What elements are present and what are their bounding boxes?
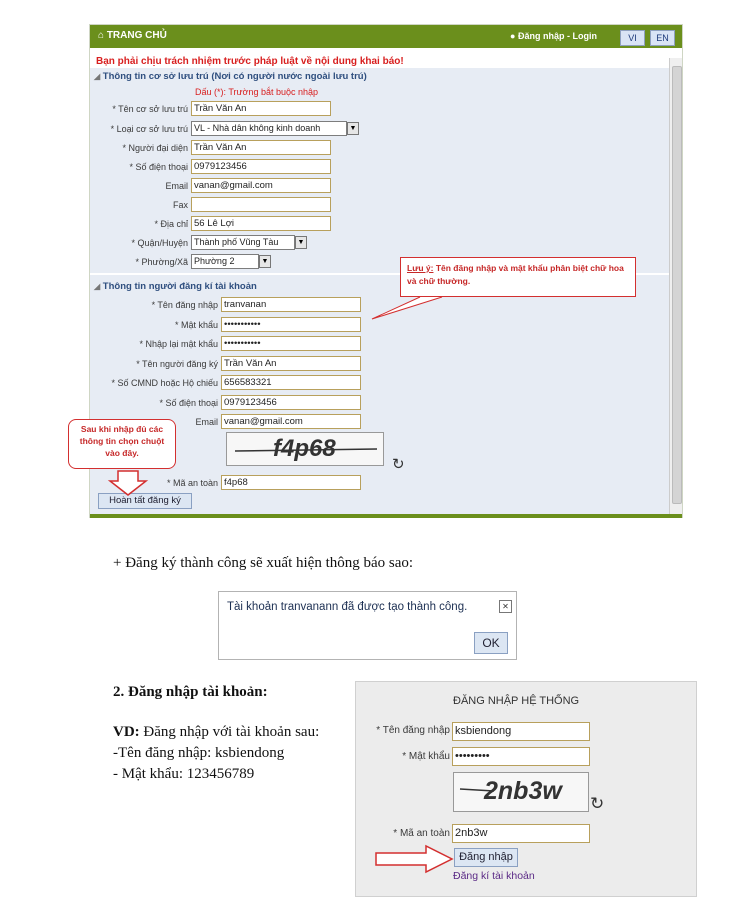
captcha-text: 2nb3w bbox=[484, 777, 562, 805]
user-icon: ● bbox=[510, 31, 516, 41]
id-number-label: * Số CMND hoặc Hộ chiếu bbox=[111, 378, 218, 388]
captcha-text: f4p68 bbox=[273, 435, 336, 462]
down-arrow-icon bbox=[108, 469, 148, 497]
instruction-callout: Sau khi nhập đủ các thông tin chọn chuột vào đây. bbox=[68, 419, 176, 469]
email-input[interactable]: vanan@gmail.com bbox=[221, 414, 361, 429]
captcha-input[interactable]: f4p68 bbox=[221, 475, 361, 490]
captcha-image bbox=[226, 432, 384, 466]
refresh-captcha-icon[interactable]: ↻ bbox=[392, 456, 405, 473]
ward-select[interactable]: Phường 2 bbox=[191, 254, 259, 269]
fax-input[interactable] bbox=[191, 197, 331, 212]
address-label: * Địa chỉ bbox=[154, 219, 188, 229]
scrollbar[interactable] bbox=[669, 58, 682, 517]
chevron-down-icon[interactable]: ▼ bbox=[347, 122, 359, 135]
success-intro-text: + Đăng ký thành công sẽ xuất hiện thông báo sao: bbox=[113, 555, 414, 571]
required-note: Dấu (*): Trường bắt buộc nhập bbox=[195, 87, 318, 97]
captcha-label: * Mã an toàn bbox=[166, 478, 218, 488]
success-dialog bbox=[218, 591, 517, 660]
facility-type-label: * Loại cơ sở lưu trú bbox=[110, 124, 188, 134]
home-icon: ⌂ bbox=[98, 30, 105, 41]
facility-name-input[interactable]: Trần Văn An bbox=[191, 101, 331, 116]
login-screenshot bbox=[355, 681, 697, 897]
email-label: Email bbox=[165, 181, 188, 191]
fax-label: Fax bbox=[172, 200, 188, 210]
username-label: * Tên đăng nhập bbox=[376, 725, 450, 736]
address-input[interactable]: 56 Lê Lợi bbox=[191, 216, 331, 231]
captcha-input[interactable]: 2nb3w bbox=[452, 824, 590, 843]
example-line: VD: Đăng nhập với tài khoản sau: bbox=[113, 724, 320, 740]
login-link[interactable]: ● Đăng nhập - Login bbox=[510, 31, 597, 41]
password-label: * Mật khẩu bbox=[402, 751, 450, 762]
example-username: -Tên đăng nhập: ksbiendong bbox=[113, 745, 285, 761]
login-button[interactable]: Đăng nhập bbox=[454, 848, 518, 867]
close-icon[interactable]: ✕ bbox=[499, 600, 512, 613]
captcha-image bbox=[453, 772, 589, 812]
district-select[interactable]: Thành phố Vũng Tàu bbox=[191, 235, 295, 250]
refresh-captcha-icon[interactable]: ↻ bbox=[590, 794, 605, 813]
facility-type-select[interactable]: VL - Nhà dân không kinh doanh bbox=[191, 121, 347, 136]
collapse-icon[interactable]: ◢ bbox=[94, 72, 101, 81]
chevron-down-icon[interactable]: ▼ bbox=[295, 236, 307, 249]
scroll-thumb[interactable] bbox=[672, 66, 682, 504]
phone-input[interactable]: 0979123456 bbox=[191, 159, 331, 174]
legal-warning: Bạn phải chịu trách nhiệm trước pháp luật về nội dung khai báo! bbox=[96, 56, 404, 67]
representative-input[interactable]: Trần Văn An bbox=[191, 140, 331, 155]
registration-screenshot bbox=[79, 24, 683, 518]
phone-label: * Số điện thoại bbox=[129, 162, 188, 172]
note-pointer bbox=[370, 293, 450, 323]
collapse-icon[interactable]: ◢ bbox=[94, 282, 101, 291]
email-input[interactable]: vanan@gmail.com bbox=[191, 178, 331, 193]
username-input[interactable]: ksbiendong bbox=[452, 722, 590, 741]
complete-registration-button[interactable]: Hoàn tất đăng ký bbox=[98, 493, 192, 509]
register-link[interactable]: Đăng kí tài khoản bbox=[453, 870, 535, 882]
password-confirm-label: * Nhập lại mật khẩu bbox=[139, 339, 218, 349]
dialog-message: Tài khoản tranvanann đã được tạo thành công. bbox=[227, 601, 468, 613]
password-confirm-input[interactable]: ••••••••••• bbox=[221, 336, 361, 351]
representative-label: * Người đại diện bbox=[122, 143, 188, 153]
captcha-label: * Mã an toàn bbox=[393, 828, 450, 839]
username-input[interactable]: tranvanan bbox=[221, 297, 361, 312]
chevron-down-icon[interactable]: ▼ bbox=[259, 255, 271, 268]
top-navbar bbox=[90, 25, 682, 48]
footer-bar bbox=[90, 514, 682, 518]
phone-input[interactable]: 0979123456 bbox=[221, 395, 361, 410]
registrant-name-label: * Tên người đăng ký bbox=[136, 358, 218, 369]
lang-en-button[interactable]: EN bbox=[650, 30, 675, 46]
registrant-name-input[interactable]: Trần Văn An bbox=[221, 356, 361, 371]
username-label: * Tên đăng nhập bbox=[151, 300, 218, 310]
password-input[interactable]: ••••••••• bbox=[452, 747, 590, 766]
case-note-box: Lưu ý: Tên đăng nhập và mật khẩu phân biệt chữ hoa và chữ thường. bbox=[400, 257, 636, 297]
email-label: Email bbox=[195, 417, 218, 427]
ward-label: * Phường/Xã bbox=[135, 257, 188, 267]
lang-vi-button[interactable]: VI bbox=[620, 30, 645, 46]
password-input[interactable]: ••••••••••• bbox=[221, 317, 361, 332]
ok-button[interactable]: OK bbox=[474, 632, 508, 654]
section2-title: ◢ Thông tin người đăng kí tài khoản bbox=[94, 281, 257, 292]
district-label: * Quận/Huyện bbox=[131, 238, 188, 248]
facility-name-label: * Tên cơ sở lưu trú bbox=[112, 104, 188, 114]
password-label: * Mật khẩu bbox=[174, 319, 218, 330]
example-password: - Mật khẩu: 123456789 bbox=[113, 766, 255, 782]
login-title: ĐĂNG NHẬP HỆ THỐNG bbox=[453, 695, 580, 707]
right-arrow-icon bbox=[374, 844, 456, 874]
phone-label: * Số điện thoại bbox=[159, 397, 218, 408]
id-number-input[interactable]: 656583321 bbox=[221, 375, 361, 390]
home-link[interactable]: ⌂ TRANG CHỦ bbox=[98, 30, 167, 41]
section-heading: 2. Đăng nhập tài khoản: bbox=[113, 684, 268, 700]
section1-title: ◢ Thông tin cơ sở lưu trú (Nơi có người nước ngoài lưu trú) bbox=[94, 71, 367, 82]
